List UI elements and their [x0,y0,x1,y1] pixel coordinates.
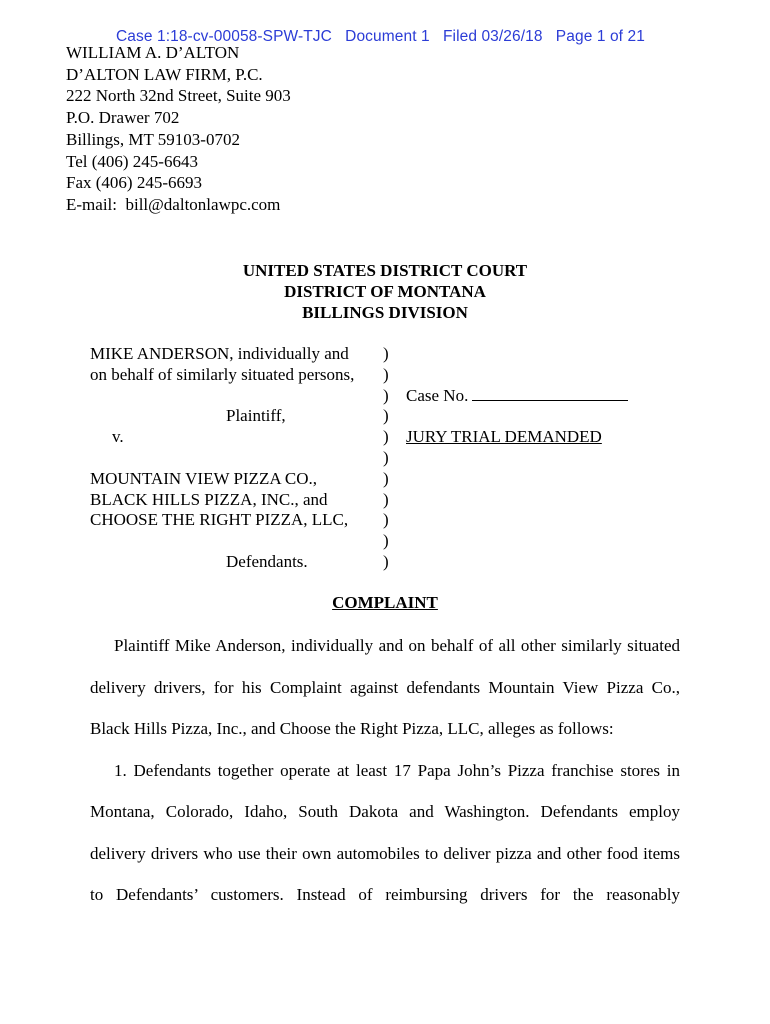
case-caption-parties [90,344,354,573]
caption-paren: ) [383,385,389,405]
plaintiff-description: on behalf of similarly situated persons, [90,364,355,384]
caption-paren: ) [383,447,389,467]
telephone: Tel (406) 245-6643 [66,151,198,171]
intro-line-1: Plaintiff Mike Anderson, individually and on behalf of all other similarly situated [114,636,680,655]
intro-line-3: Black Hills Pizza, Inc., and Choose the Right Pizza, LLC, alleges as follows: [90,719,614,738]
caption-paren-column [383,344,389,573]
case-number-label: Case No. [406,385,469,405]
case-header-stamp: Case 1:18-cv-00058-SPW-TJC Document 1 Filed 03/26/18 Page 1 of 21 [116,28,645,45]
court-name: UNITED STATES DISTRICT COURT [242,261,528,280]
defendant-name-3: CHOOSE THE RIGHT PIZZA, LLC, [90,510,349,530]
case-number-field [406,386,628,407]
paragraph-1-line-2: Montana, Colorado, Idaho, South Dakota and Washington. Defendants employ [90,802,680,821]
attorney-block [66,42,291,216]
po-box: P.O. Drawer 702 [66,108,180,128]
caption-paren: ) [383,510,389,530]
attorney-name: WILLIAM A. D’ALTON [66,43,240,62]
defendant-name-1: MOUNTAIN VIEW PIZZA CO., [90,468,318,488]
caption-paren: ) [383,427,389,447]
document-title: COMPLAINT [332,593,438,612]
caption-paren: ) [383,344,389,363]
paragraph-1-line-4: to Defendants’ customers. Instead of reimbursing drivers for the reasonably [90,885,680,904]
jury-demand: JURY TRIAL DEMANDED [406,427,602,447]
paragraph-1-line-3: delivery drivers who use their own automobiles to deliver pizza and other food items [90,843,680,863]
plaintiff-name: MIKE ANDERSON, individually and [90,344,349,363]
court-division: BILLINGS DIVISION [302,303,468,322]
caption-paren: ) [383,364,389,384]
caption-paren: ) [383,531,389,551]
law-firm-name: D’ALTON LAW FIRM, P.C. [66,64,263,84]
caption-paren: ) [383,551,389,571]
versus-label: v. [112,427,124,447]
defendant-name-2: BLACK HILLS PIZZA, INC., and [90,489,328,509]
paragraph-1-line-1: 1. Defendants together operate at least 17 Papa John’s Pizza franchise stores in [114,760,680,780]
caption-paren: ) [383,406,389,426]
paragraph-1 [90,761,680,927]
fax: Fax (406) 245-6693 [66,173,202,193]
caption-paren: ) [383,489,389,509]
street-address: 222 North 32nd Street, Suite 903 [66,86,291,106]
defendant-role: Defendants. [226,551,308,571]
case-number-blank [472,386,628,401]
court-heading [0,260,770,323]
email: E-mail: bill@daltonlawpc.com [66,194,281,214]
caption-paren: ) [383,468,389,488]
intro-paragraph [90,636,680,761]
city-state-zip: Billings, MT 59103-0702 [66,129,240,149]
intro-line-2: delivery drivers, for his Complaint against defendants Mountain View Pizza Co., [90,677,680,697]
plaintiff-role: Plaintiff, [226,406,286,426]
court-district: DISTRICT OF MONTANA [284,282,486,301]
